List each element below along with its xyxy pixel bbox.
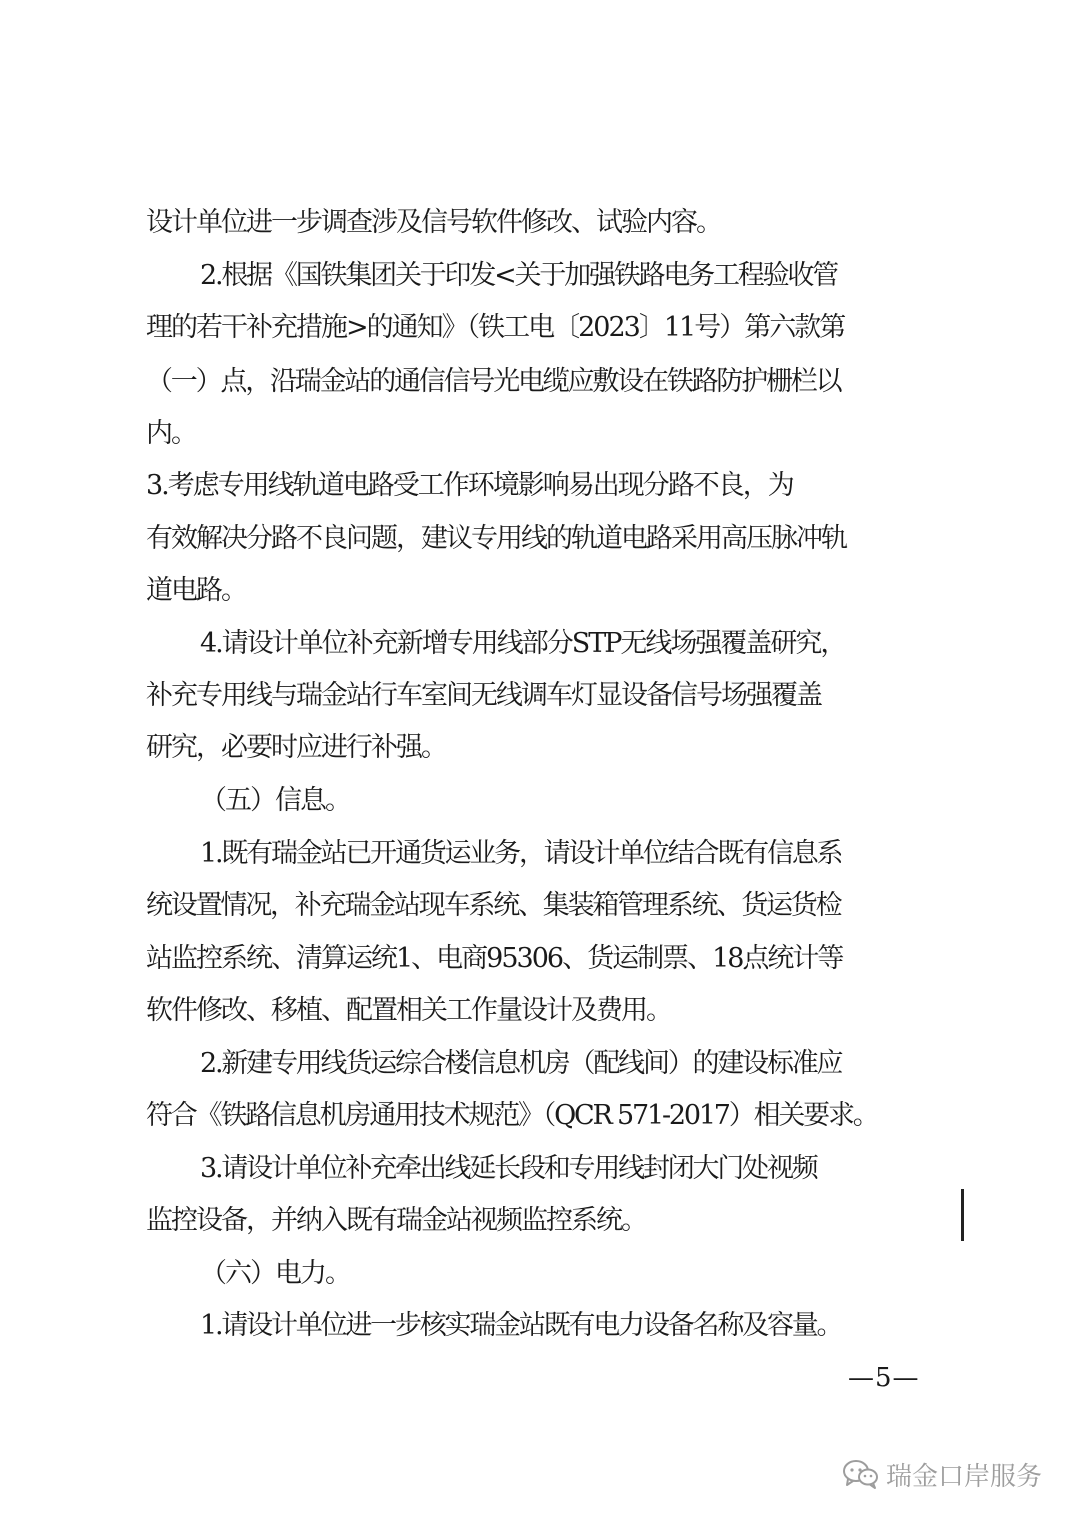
text-line: 站监控系统、清算运统1、电商95306、货运制票、18点统计等 <box>146 943 843 974</box>
text-line: 2.根据《国铁集团关于印发<关于加强铁路电务工程验收管 <box>200 260 837 291</box>
text-line: 2.新建专用线货运综合楼信息机房（配线间）的建设标准应 <box>200 1048 842 1079</box>
text-line: 有效解决分路不良问题，建议专用线的轨道电路采用高压脉冲轨 <box>146 523 846 554</box>
text-line: 设计单位进一步调查涉及信号软件修改、试验内容。 <box>146 207 721 238</box>
text-line: 补充专用线与瑞金站行车室间无线调车灯显设备信号场强覆盖 <box>146 680 821 711</box>
text-line: 监控设备，并纳入既有瑞金站视频监控系统。 <box>146 1205 646 1236</box>
text-line: 符合《铁路信息机房通用技术规范》（QCR 571-2017）相关要求。 <box>146 1100 878 1131</box>
text-line: 统设置情况，补充瑞金站现车系统、集装箱管理系统、货运货检 <box>146 890 841 921</box>
wechat-icon <box>842 1458 880 1490</box>
watermark <box>842 1454 1042 1494</box>
watermark-text: 瑞金口岸服务 <box>886 1461 1043 1492</box>
text-line: 软件修改、移植、配置相关工作量设计及费用。 <box>146 995 671 1026</box>
text-line: （一）点，沿瑞金站的通信信号光电缆应敷设在铁路防护栅栏以 <box>146 366 841 397</box>
text-line: 1.既有瑞金站已开通货运业务，请设计单位结合既有信息系 <box>200 838 842 869</box>
text-line: 理的若干补充措施>的通知》（铁工电〔2023〕11号）第六款第 <box>146 312 845 343</box>
text-line: 4.请设计单位补充新增专用线部分STP无线场强覆盖研究， <box>200 628 846 659</box>
margin-mark <box>961 1189 964 1241</box>
text-line: 内。 <box>146 418 196 449</box>
section-heading: （六）电力。 <box>200 1258 350 1289</box>
text-line: 道电路。 <box>146 575 246 606</box>
text-line: 1.请设计单位进一步核实瑞金站既有电力设备名称及容量。 <box>200 1310 842 1341</box>
page-number: —5— <box>848 1363 920 1393</box>
section-heading: （五）信息。 <box>200 785 350 816</box>
text-line: 3.请设计单位补充牵出线延长段和专用线封闭大门处视频 <box>200 1153 817 1184</box>
text-line: 研究，必要时应进行补强。 <box>146 732 446 763</box>
text-line: 3.考虑专用线轨道电路受工作环境影响易出现分路不良，为 <box>146 470 793 501</box>
